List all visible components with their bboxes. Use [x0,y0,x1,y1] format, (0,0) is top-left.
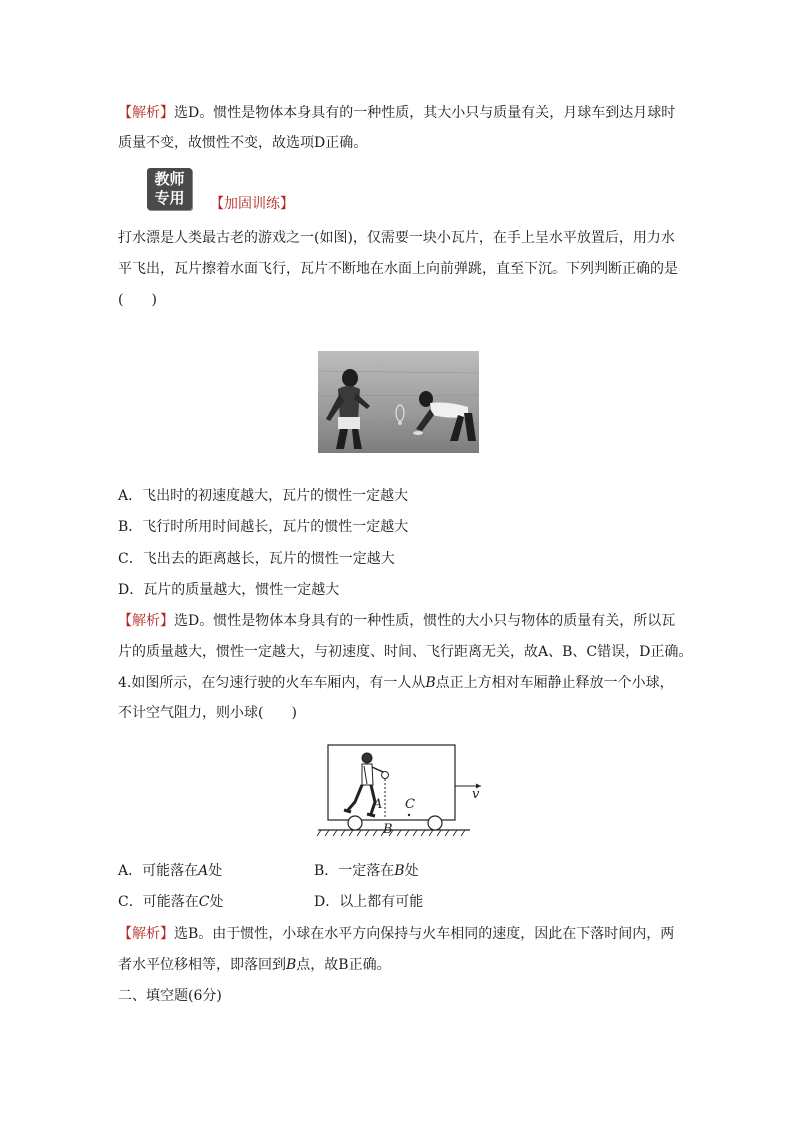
wheel-left [348,816,362,830]
ball [382,772,389,779]
opt-b-post: 处 [404,863,419,879]
question-4-option-a [118,861,222,881]
question-3-line-1: 打水漂是人类最古老的游戏之一(如图)，仅需要一块小瓦片，在手上呈水平放置后，用力水 [118,230,675,246]
question-3-option-d: D．瓦片的质量越大，惯性一定越大 [118,582,340,598]
analysis-label: 【解析】 [118,613,174,629]
question-3-option-c: C．飞出去的距离越长，瓦片的惯性一定越大 [118,551,395,567]
badge-line-1: 教师 [154,170,185,188]
opt-b-pre: B．一定落在 [314,863,395,879]
opt-d-pre: D．以上都有可能 [314,894,424,910]
teacher-only-badge [147,168,192,210]
stone-skipping-photo [318,351,479,453]
analysis-label: 【解析】 [118,105,174,121]
opt-c-var: C [198,894,210,910]
train-diagram [315,740,485,840]
analysis-1-line-2: 质量不变，故惯性不变，故选项D正确。 [118,135,368,151]
opt-b-var: B [394,863,405,879]
label-v: v [472,787,480,802]
opt-a-post: 处 [208,863,223,879]
question-4-option-c [118,892,223,912]
analysis-2-text-1: 选D。惯性是物体本身具有的一种性质，惯性的大小只与物体的质量有关，所以瓦 [174,613,676,629]
badge-line-2: 专用 [154,189,185,207]
analysis-3-var: B [286,957,297,973]
analysis-3-text-1: 选B。由于惯性，小球在水平方向保持与火车相同的速度，因此在下落时间内，两 [174,926,675,942]
question-4-option-b [314,861,419,881]
analysis-2-line-1 [118,611,675,631]
question-4-text-a: 4.如图所示，在匀速行驶的火车车厢内，有一人从 [118,675,426,691]
question-3-option-b: B．飞行时所用时间越长，瓦片的惯性一定越大 [118,519,409,535]
label-b: B [383,822,393,837]
analysis-1-text-1: 选D。惯性是物体本身具有的一种性质，其大小只与质量有关，月球车到达月球时 [174,105,676,121]
question-4-line-2: 不计空气阻力，则小球( ) [118,705,297,721]
opt-c-pre: C．可能落在 [118,894,199,910]
label-c: C [405,797,415,812]
opt-c-post: 处 [209,894,224,910]
question-3-option-a: A．飞出时的初速度越大，瓦片的惯性一定越大 [118,488,409,504]
question-4-var-b: B [425,675,436,691]
question-4-option-d [314,892,423,912]
question-4-line-1 [118,673,674,693]
opt-a-var: A [198,863,209,879]
wheel-right [428,816,442,830]
point-c [408,814,410,816]
analysis-label: 【解析】 [118,926,174,942]
question-4-text-c: 点正上方相对车厢静止释放一个小球， [435,675,674,691]
analysis-3-text-2b: 点，故B正确。 [296,957,391,973]
question-3-line-2: 平飞出，瓦片擦着水面飞行，瓦片不断地在水面上向前弹跳，直至下沉。下列判断正确的是 [118,261,678,277]
question-3-line-3: ( ) [118,292,157,308]
opt-a-pre: A．可能落在 [118,863,199,879]
train-car-body [328,745,455,820]
training-label: 【加固训练】 [210,196,294,212]
section-2-heading: 二、填空题(6分) [118,988,222,1004]
analysis-3-line-2 [118,955,391,975]
analysis-1-line-1 [118,103,675,123]
analysis-2-line-2: 片的质量越大，惯性一定越大，与初速度、时间、飞行距离无关，故A、B、C错误，D正确。 [118,644,693,660]
analysis-3-text-2a: 者水平位移相等，即落回到 [118,957,286,973]
label-a: A [373,797,383,812]
analysis-3-line-1 [118,924,674,944]
